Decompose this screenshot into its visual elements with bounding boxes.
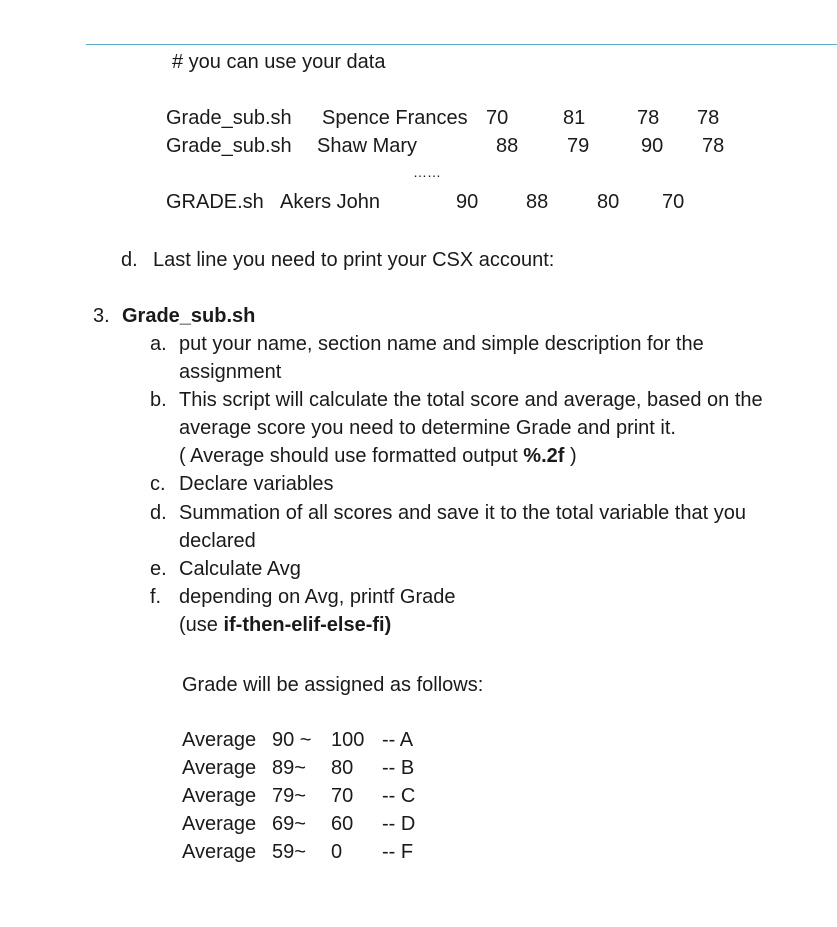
grade-upper: 89~ (272, 757, 306, 779)
script-name: GRADE.sh (166, 191, 264, 213)
item-marker: b. (150, 389, 167, 411)
grade-lower: 60 (331, 813, 354, 835)
grade-upper: 90 ~ (272, 729, 312, 751)
grade-letter: -- A (382, 729, 414, 751)
student-name: Akers John (280, 191, 381, 213)
item-text: depending on Avg, printf Grade (179, 586, 456, 608)
student-name: Spence Frances (322, 107, 468, 129)
grade-table-row (0, 838, 837, 866)
item-marker: f. (150, 586, 162, 608)
grade-table-row (0, 782, 837, 810)
format-note (179, 442, 577, 470)
score: 80 (597, 191, 620, 213)
item-marker: a. (150, 333, 167, 355)
data-row (0, 132, 837, 160)
score: 78 (702, 135, 725, 157)
score: 88 (526, 191, 549, 213)
score: 90 (641, 135, 664, 157)
grade-table-row (0, 726, 837, 754)
item-text: Declare variables (179, 473, 334, 495)
ellipsis: …… (413, 164, 441, 180)
grade-table-row (0, 754, 837, 782)
item-text: average score you need to determine Grade and print it. (179, 417, 676, 439)
section-title: Grade_sub.sh (122, 305, 256, 327)
item-text: declared (179, 530, 256, 552)
item-d-marker: d. (121, 249, 138, 271)
item-text: put your name, section name and simple description for the (179, 333, 704, 355)
grade-upper: 59~ (272, 841, 306, 863)
student-name: Shaw Mary (317, 135, 418, 157)
grade-label: Average (182, 729, 257, 751)
grade-label: Average (182, 813, 257, 835)
grade-lower: 0 (331, 841, 343, 863)
score: 78 (637, 107, 660, 129)
grade-letter: -- C (382, 785, 416, 807)
item-marker: e. (150, 558, 167, 580)
section-number: 3. (93, 305, 110, 327)
score: 79 (567, 135, 590, 157)
grade-table-row (0, 810, 837, 838)
grade-label: Average (182, 841, 257, 863)
comment-line: # you can use your data (172, 51, 386, 73)
score: 70 (486, 107, 509, 129)
score: 81 (563, 107, 586, 129)
grade-letter: -- B (382, 757, 415, 779)
item-marker: c. (150, 473, 166, 495)
script-name: Grade_sub.sh (166, 107, 292, 129)
grade-intro: Grade will be assigned as follows: (182, 674, 484, 696)
construct-note-prefix: (use (179, 614, 224, 636)
format-note-prefix: ( Average should use formatted output (179, 445, 524, 467)
item-marker: d. (150, 502, 167, 524)
script-name: Grade_sub.sh (166, 135, 292, 157)
grade-label: Average (182, 757, 257, 779)
grade-lower: 80 (331, 757, 354, 779)
score: 70 (662, 191, 685, 213)
grade-row (0, 188, 837, 216)
score: 88 (496, 135, 519, 157)
score: 78 (697, 107, 720, 129)
format-note-suffix: ) (564, 445, 577, 467)
grade-label: Average (182, 785, 257, 807)
item-text: Summation of all scores and save it to the total variable that you (179, 502, 746, 524)
data-row (0, 104, 837, 132)
construct-name: if-then-elif-else-fi) (223, 614, 392, 636)
grade-letter: -- D (382, 813, 416, 835)
grade-letter: -- F (382, 841, 414, 863)
header-rule (86, 44, 837, 45)
item-text: assignment (179, 361, 282, 383)
construct-note (179, 611, 391, 639)
grade-lower: 70 (331, 785, 354, 807)
score: 90 (456, 191, 479, 213)
grade-lower: 100 (331, 729, 365, 751)
grade-upper: 69~ (272, 813, 306, 835)
item-d-text: Last line you need to print your CSX account: (153, 249, 555, 271)
item-text: Calculate Avg (179, 558, 301, 580)
grade-upper: 79~ (272, 785, 306, 807)
format-spec: %.2f (523, 445, 565, 467)
item-text: This script will calculate the total score and average, based on the (179, 389, 763, 411)
